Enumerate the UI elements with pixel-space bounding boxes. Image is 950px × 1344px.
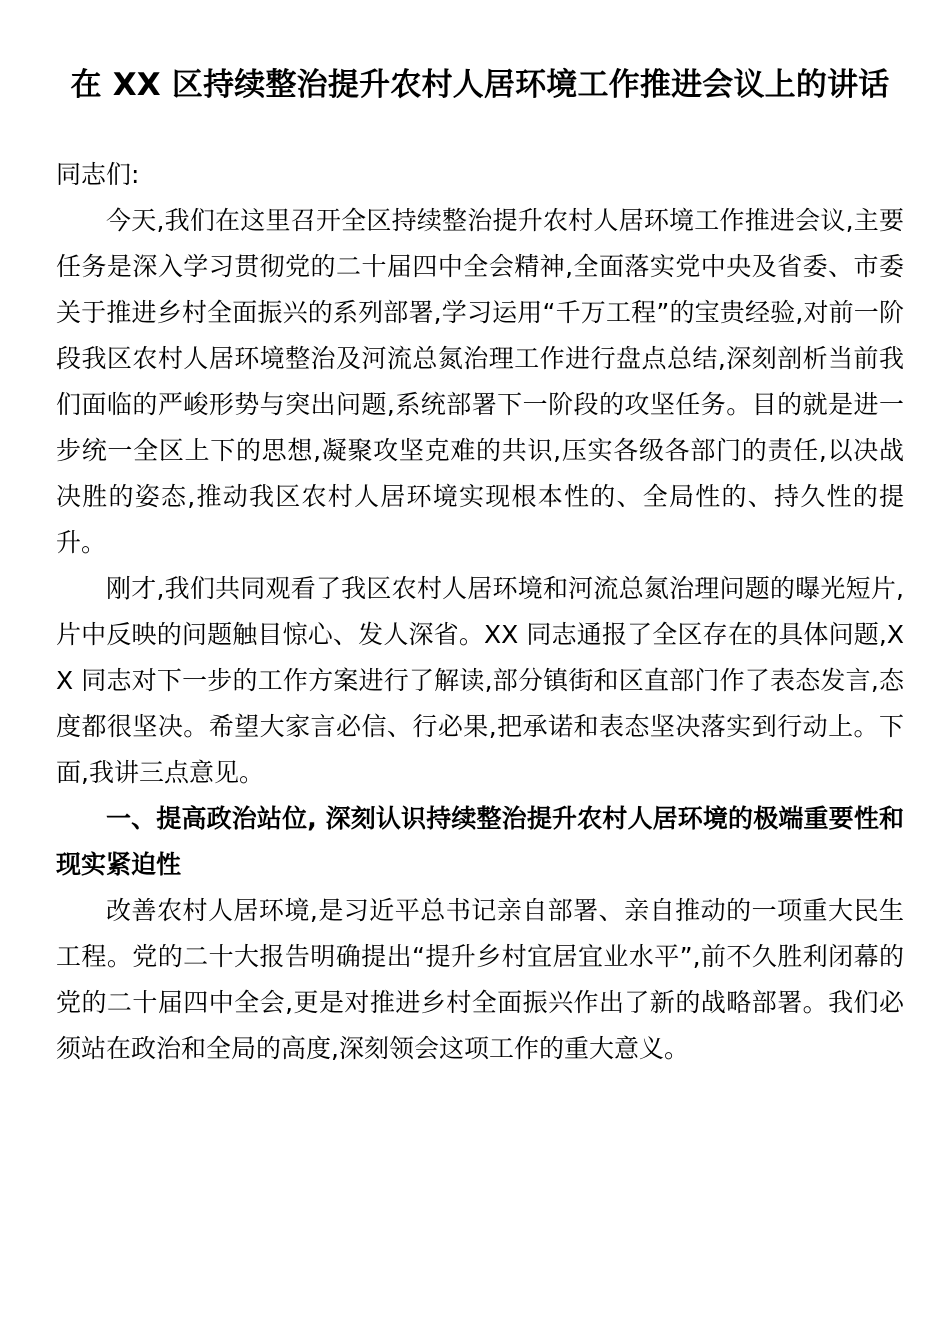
salutation-line: 同志们: (56, 160, 140, 189)
document-body (56, 152, 904, 1072)
page-title: 在 XX 区持续整治提升农村人居环境工作推进会议上的讲话 (70, 67, 890, 103)
paragraph-3: 改善农村人居环境,是习近平总书记亲自部署、亲自推动的一项重大民生工程。党的二十大报告明确提出“提升乡村宜居宜业水平”,前不久胜利闭幕的党的二十届四中全会,更是对推进乡村全面振兴作出了新的战略部署。我们必须站在政治和全局的高度,深刻领会这项工作的重大意义。 (56, 896, 904, 1063)
section-heading-1: 一、提高政治站位, 深刻认识持续整治提升农村人居环境的极端重要性和现实紧迫性 (56, 804, 904, 879)
paragraph-1: 今天,我们在这里召开全区持续整治提升农村人居环境工作推进会议,主要任务是深入学习贯彻党的二十届四中全会精神,全面落实党中央及省委、市委关于推进乡村全面振兴的系列部署,学习运用“千万工程”的宝贵经验,对前一阶段我区农村人居环境整治及河流总氮治理工作进行盘点总结,深刻剖析当前我们面临的严峻形势与突出问题,系统部署下一阶段的攻坚任务。目的就是进一步统一全区上下的思想,凝聚攻坚克难的共识,压实各级各部门的责任,以决战决胜的姿态,推动我区农村人居环境实现根本性的、全局性的、持久性的提升。 (56, 206, 904, 557)
paragraph-2: 刚才,我们共同观看了我区农村人居环境和河流总氮治理问题的曝光短片,片中反映的问题触目惊心、发人深省。XX 同志通报了全区存在的具体问题,XX 同志对下一步的工作方案进行了解读,部分镇街和区直部门作了表态发言,态度都很坚决。希望大家言必信、行必果,把承诺和表态坚决落实到行动上。下面,我讲三点意见。 (56, 574, 904, 787)
